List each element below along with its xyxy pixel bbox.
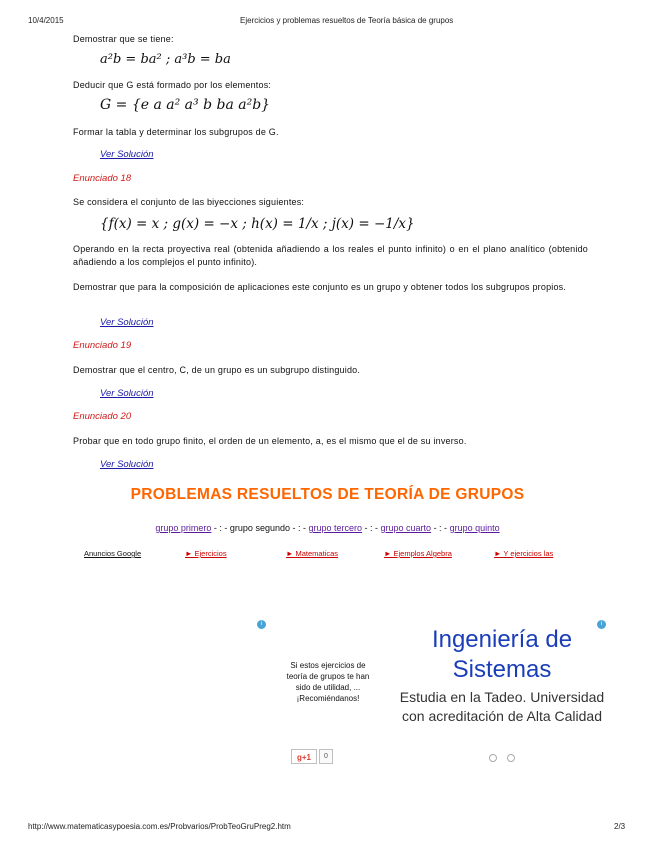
ver-solucion-link[interactable]: Ver Solución xyxy=(100,317,154,328)
ver-solucion-link[interactable]: Ver Solución xyxy=(100,149,154,160)
paragraph: Operando en la recta proyectiva real (obtenida añadiendo a los reales el punto infinito) o en el plano analítico (obtenido añadiendo a los complejos el punto infinito). xyxy=(73,244,588,267)
ver-solucion-link[interactable]: Ver Solución xyxy=(100,459,154,470)
paragraph: Se considera el conjunto de las biyecciones siguientes: xyxy=(73,197,305,207)
page-number: 2/3 xyxy=(614,822,626,831)
ad-info-icon[interactable]: i xyxy=(597,620,606,629)
paragraph: Demostrar que para la composición de aplicaciones este conjunto es un grupo y obtener todos los subgrupos propios. xyxy=(73,282,567,292)
ad-title-link[interactable]: Ingeniería de Sistemas xyxy=(431,626,573,683)
ad-link-ejercicios[interactable]: ► Ejercicios xyxy=(185,549,227,558)
google-plus-widget xyxy=(291,749,333,764)
paragraph: Demostrar que el centro, C, de un grupo es un subgrupo distinguido. xyxy=(73,365,361,375)
carousel-dot-icon[interactable] xyxy=(489,754,497,762)
google-plus-count: 0 xyxy=(319,749,333,764)
nav-current-grupo-segundo: grupo segundo xyxy=(229,523,290,533)
equation: a²b = ba² ; a³b = ba xyxy=(100,52,231,67)
equation: {f(x) = x ; g(x) = −x ; h(x) = 1/x ; j(x) = −1/x} xyxy=(100,216,415,232)
carousel-dot-icon[interactable] xyxy=(507,754,515,762)
ad-info-icon[interactable]: i xyxy=(257,620,266,629)
ad-label: Anuncios Google xyxy=(84,549,142,558)
nav-separator: - : - xyxy=(211,523,230,533)
equation: G = {e a a² a³ b ba a²b} xyxy=(100,97,271,113)
page-url: http://www.matematicasypoesia.com.es/Probvarios/ProbTeoGruPreg2.htm xyxy=(28,822,291,831)
nav-separator: - : - xyxy=(362,523,381,533)
nav-separator: - : - xyxy=(289,523,309,533)
group-navigation xyxy=(0,523,655,533)
nav-separator: - : - xyxy=(431,523,450,533)
enunciado-heading: Enunciado 18 xyxy=(73,173,132,184)
paragraph: Probar que en todo grupo finito, el orden de un elemento, a, es el mismo que el de su inverso. xyxy=(73,436,467,446)
nav-link-grupo-quinto[interactable]: grupo quinto xyxy=(449,523,500,533)
ad-link-ejemplos-algebra[interactable]: ► Ejemplos Algebra xyxy=(384,549,452,558)
paragraph: Deducir que G está formado por los elementos: xyxy=(73,80,272,90)
nav-link-grupo-primero[interactable]: grupo primero xyxy=(155,523,212,533)
print-title: Ejercicios y problemas resueltos de Teoría básica de grupos xyxy=(240,16,454,25)
enunciado-heading: Enunciado 20 xyxy=(73,411,132,422)
recommend-text: Si estos ejercicios de teoría de grupos te han sido de utilidad, ... ¡Recomiéndanos! xyxy=(286,661,370,703)
ad-carousel-dots xyxy=(489,754,515,762)
ad-description: Estudia en la Tadeo. Universidad con acreditación de Alta Calidad xyxy=(399,689,605,724)
nav-link-grupo-tercero[interactable]: grupo tercero xyxy=(308,523,363,533)
ad-link-matematicas[interactable]: ► Matematicas xyxy=(286,549,339,558)
enunciado-heading: Enunciado 19 xyxy=(73,340,132,351)
print-date: 10/4/2015 xyxy=(28,16,64,25)
paragraph: Formar la tabla y determinar los subgrupos de G. xyxy=(73,127,279,137)
nav-link-grupo-cuarto[interactable]: grupo cuarto xyxy=(380,523,432,533)
google-plus-button[interactable]: g+1 xyxy=(291,749,317,764)
section-title: PROBLEMAS RESUELTOS DE TEORÍA DE GRUPOS xyxy=(130,486,525,503)
ad-link-y-ejercicios[interactable]: ► Y ejercicios las xyxy=(494,549,554,558)
paragraph: Demostrar que se tiene: xyxy=(73,34,174,44)
ver-solucion-link[interactable]: Ver Solución xyxy=(100,388,154,399)
